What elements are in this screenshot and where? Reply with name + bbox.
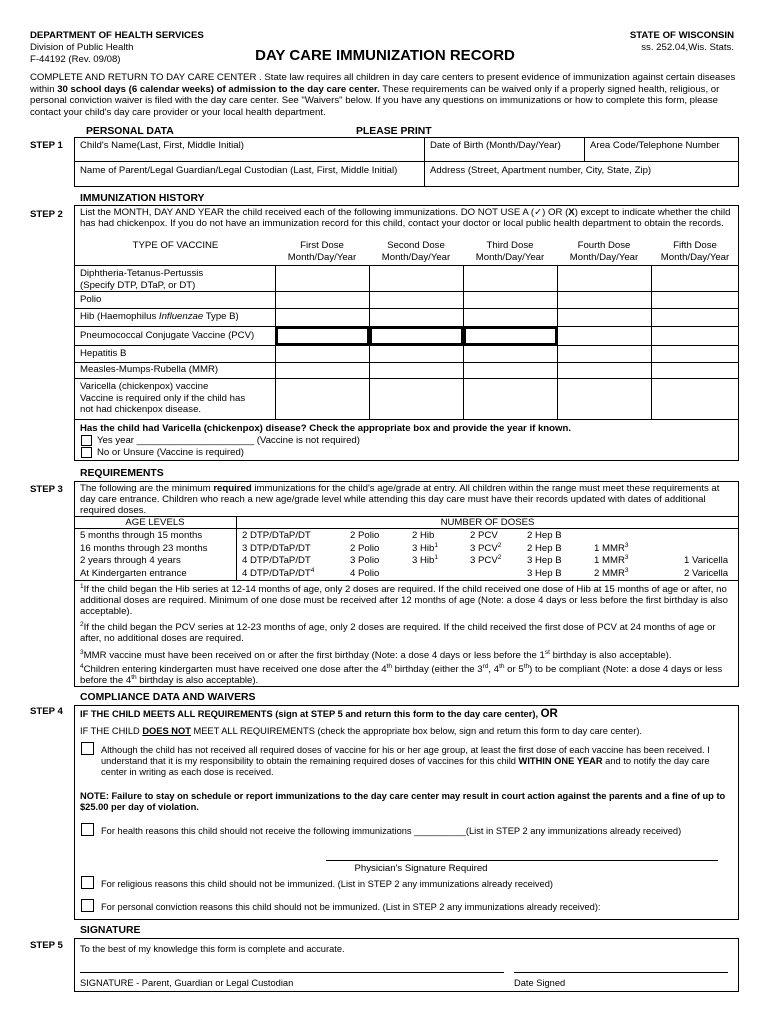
does-not-meet-text: IF THE CHILD DOES NOT MEET ALL REQUIREMENTS (check the appropriate box below, sign and return this form to day care center). xyxy=(80,726,643,736)
health-waiver-text: For health reasons this child should not receive the following immunizations __________(List in STEP 2 any immunizations already received) xyxy=(101,826,682,836)
req-dtp-3: 4 DTP/DTaP/DT xyxy=(242,555,311,566)
req-hib-1: 2 Hib xyxy=(412,530,435,541)
vaccine-dtp: Diphtheria-Tetanus-Pertussis (Specify DTP, DTaP, or DT) xyxy=(80,268,204,291)
waiver-incomplete-checkbox[interactable] xyxy=(81,742,94,755)
dose-header-3: Third Dose Month/Day/Year xyxy=(475,240,545,263)
dose-header-4: Fourth Dose Month/Day/Year xyxy=(569,240,639,263)
personal-data-title: PERSONAL DATA xyxy=(86,126,174,137)
department-name: DEPARTMENT OF HEALTH SERVICES xyxy=(30,30,204,41)
waiver-incomplete-text: Although the child has not received all required doses of vaccine for his or her age group, at least the first dose of each vaccine has been received. I understand that it is my responsibility to obtain the remaining required doses of vaccines for this child WITHIN ONE YEAR and to notify the day care center in writing as each dose is received. xyxy=(101,745,710,778)
statute-ref: ss. 252.04,Wis. Stats. xyxy=(641,41,734,53)
req-hepb-1: 2 Hep B xyxy=(527,530,562,541)
req-hepb-4: 3 Hep B xyxy=(527,567,562,579)
dob-field[interactable]: Date of Birth (Month/Day/Year) xyxy=(430,140,561,151)
step2-label: STEP 2 xyxy=(30,209,63,220)
chickenpox-question: Has the child had Varicella (chickenpox) disease? Check the appropriate box and provide the year if known. xyxy=(80,423,572,434)
req-dtp-1: 2 DTP/DTaP/DT xyxy=(242,530,311,541)
age-level-3: 2 years through 4 years xyxy=(80,555,181,566)
vaccine-hib: Hib (Haemophilus Influenzae Type B) xyxy=(80,311,239,322)
req-var-3: 1 Varicella xyxy=(684,555,729,566)
phone-field[interactable]: Area Code/Telephone Number xyxy=(590,140,720,151)
signature-title: SIGNATURE xyxy=(80,925,141,936)
footnote-4: $^4$Children entering kindergarten must have received one dose after the 4th birthday (either the 3rd, 4th or 5th) to be compliant (Note: a dose 4 days or less before the 4th birthday is also acceptable). xyxy=(80,662,723,687)
vaccine-varicella: Varicella (chickenpox) vaccine Vaccine is required only if the child has not had chickenpox disease. xyxy=(80,381,246,415)
vaccine-hepb: Hepatitis B xyxy=(80,348,127,359)
step3-label: STEP 3 xyxy=(30,484,63,495)
req-mmr-4: 2 MMR$^3$ xyxy=(594,566,629,579)
dose-header-2: Second Dose Month/Day/Year xyxy=(381,240,451,263)
req-polio-2: 2 Polio xyxy=(350,542,380,554)
signature-statement: To the best of my knowledge this form is complete and accurate. xyxy=(80,944,345,954)
child-name-field[interactable]: Child's Name(Last, First, Middle Initial) xyxy=(80,140,244,151)
req-pcv-1: 2 PCV xyxy=(470,530,498,541)
personal-waiver-checkbox[interactable] xyxy=(81,899,94,912)
immunization-instructions: List the MONTH, DAY AND YEAR the child received each of the following immunizations. DO NOT USE A (✓) OR (X) except to indicate whether the child has had chickenpox. If you do not have an immunization record for this child, contact your doctor or local public health department to obtain the records. xyxy=(80,207,731,230)
intro-text: COMPLETE AND RETURN TO DAY CARE CENTER . State law requires all children in day care centers to present evidence of immunization against certain diseases within 30 school days (6 calendar weeks) of admission to the day care center. These requirements can be waived only if a properly signed health, religious, or personal conviction waiver is filed with the day care center. See "Waivers" below. If you have any questions on immunizations or how to complete this form, please contact your child's day care provider or your local health department. xyxy=(30,72,736,118)
please-print-label: PLEASE PRINT xyxy=(356,126,432,137)
step5-label: STEP 5 xyxy=(30,940,63,951)
religious-waiver-text: For religious reasons this child should not be immunized. (List in STEP 2 any immunizations already received) xyxy=(101,879,553,889)
type-of-vaccine-header: TYPE OF VACCINE xyxy=(132,240,219,251)
age-level-2: 16 months through 23 months xyxy=(80,542,208,554)
address-field[interactable]: Address (Street, Apartment number, City, State, Zip) xyxy=(430,165,652,176)
vaccine-pcv: Pneumococcal Conjugate Vaccine (PCV) xyxy=(80,330,255,341)
age-levels-header: AGE LEVELS xyxy=(125,517,185,528)
chickenpox-no-checkbox[interactable] xyxy=(81,447,92,458)
number-of-doses-header: NUMBER OF DOSES xyxy=(440,517,535,528)
religious-waiver-checkbox[interactable] xyxy=(81,876,94,889)
req-pcv-3: 3 PCV$^2$ xyxy=(470,553,502,566)
age-level-1: 5 months through 15 months xyxy=(80,530,203,541)
requirements-text: The following are the minimum required immunizations for the child's age/grade at entry. All children within the range must meet these requirements at day care entrance. Children who reach a new age/grade level while attending this day care must have their records updated with dates of additional required doses. xyxy=(80,483,720,517)
step1-label: STEP 1 xyxy=(30,140,63,151)
req-polio-4: 4 Polio xyxy=(350,567,380,579)
requirements-title: REQUIREMENTS xyxy=(80,468,164,479)
parent-signature-line[interactable] xyxy=(80,972,504,973)
dose-header-5: Fifth Dose Month/Day/Year xyxy=(660,240,730,263)
pcv-dose1-cell[interactable] xyxy=(276,327,369,345)
req-polio-1: 2 Polio xyxy=(350,530,380,541)
req-dtp-4: 4 DTP/$DTaP/DT^4$ xyxy=(242,566,315,579)
footnote-2: $^2$If the child began the PCV series at 12-23 months of age, only 2 doses are required. If the child received the first dose of PCV at 24 months of age or after, no additional doses are required. xyxy=(80,620,716,645)
chickenpox-yes-label: Yes year ______________________ (Vaccine is not required) xyxy=(97,435,360,446)
req-pcv-2: 3 PCV$^2$ xyxy=(470,541,502,554)
form-title: DAY CARE IMMUNIZATION RECORD xyxy=(255,47,515,64)
immunization-history-title: IMMUNIZATION HISTORY xyxy=(80,193,205,204)
req-mmr-2: 1 MMR$^3$ xyxy=(594,541,629,554)
req-hepb-2: 2 Hep B xyxy=(527,542,562,554)
meets-requirements-text: IF THE CHILD MEETS ALL REQUIREMENTS (sign at STEP 5 and return this form to the day care center), OR xyxy=(80,708,558,720)
parent-name-field[interactable]: Name of Parent/Legal Guardian/Legal Custodian (Last, First, Middle Initial) xyxy=(80,165,398,176)
dose-header-1: First Dose Month/Day/Year xyxy=(287,240,357,263)
vaccine-mmr: Measles-Mumps-Rubella (MMR) xyxy=(80,364,219,375)
date-signed-line[interactable] xyxy=(514,972,728,973)
chickenpox-no-label: No or Unsure (Vaccine is required) xyxy=(97,447,244,458)
footnote-1: $^1$If the child began the Hib series at 12-14 months of age, only 2 doses are required. If the child received one dose of Hib at 15 months of age or after, no additional doses are required. Minimum of one dose must be received after 12 months of age (Note: a dose 4 days or less before the first birthday is also acceptable). xyxy=(80,582,728,618)
vaccine-polio: Polio xyxy=(80,294,102,305)
age-level-4: At Kindergarten entrance xyxy=(80,567,187,579)
physician-signature-label: Physician's Signature Required xyxy=(354,863,488,874)
form-number: F-44192 (Rev. 09/08) xyxy=(30,53,121,65)
footnote-3: $^3$MMR vaccine must have been received on or after the first birthday (Note: a dose 4 days or less before the 1st birthday is also acceptable). xyxy=(80,648,672,661)
req-hib-3: 3 Hib$^1$ xyxy=(412,553,439,566)
parent-signature-label: SIGNATURE - Parent, Guardian or Legal Custodian xyxy=(80,978,294,988)
pcv-dose3-cell[interactable] xyxy=(464,327,557,345)
note-text: NOTE: Failure to stay on schedule or report immunizations to the day care center may result in court action against the parents and a fine of up to $25.00 per day of violation. xyxy=(80,791,726,813)
req-polio-3: 3 Polio xyxy=(350,555,380,566)
health-waiver-checkbox[interactable] xyxy=(81,823,94,836)
step4-label: STEP 4 xyxy=(30,706,63,717)
req-hib-2: 3 Hib$^1$ xyxy=(412,541,439,554)
personal-waiver-text: For personal conviction reasons this child should not be immunized. (List in STEP 2 any immunizations already received): xyxy=(101,902,601,912)
req-hepb-3: 3 Hep B xyxy=(527,555,562,566)
compliance-title: COMPLIANCE DATA AND WAIVERS xyxy=(80,692,256,703)
state-name: STATE OF WISCONSIN xyxy=(629,30,734,41)
date-signed-label: Date Signed xyxy=(514,978,566,988)
pcv-dose2-cell[interactable] xyxy=(370,327,463,345)
division-name: Division of Public Health xyxy=(30,41,134,53)
req-dtp-2: 3 DTP/DTaP/DT xyxy=(242,542,311,554)
physician-signature-line[interactable] xyxy=(326,860,718,861)
chickenpox-yes-checkbox[interactable] xyxy=(81,435,92,446)
req-var-4: 2 Varicella xyxy=(684,567,729,579)
req-mmr-3: 1 MMR$^3$ xyxy=(594,553,629,566)
